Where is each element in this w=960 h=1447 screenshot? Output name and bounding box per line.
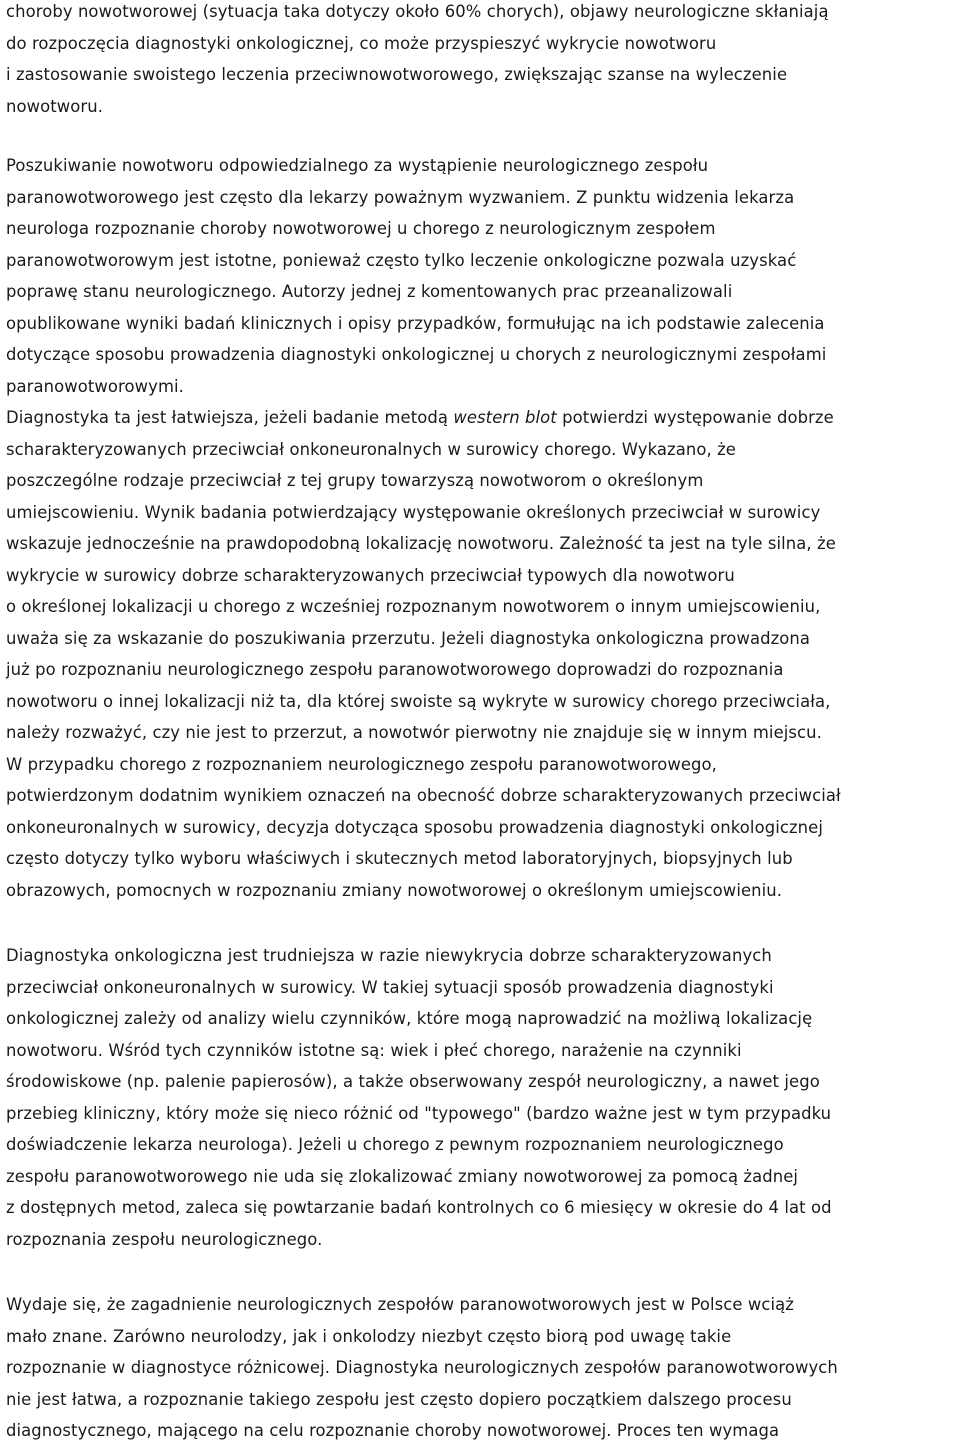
paragraph-2 [6, 150, 841, 906]
text-line: paranowotworowego jest często dla lekarzy poważnym wyzwaniem. Z punktu widzenia lekarza [6, 187, 795, 207]
italic-term: western blot [453, 408, 557, 427]
text-line: uważa się za wskazanie do poszukiwania przerzutu. Jeżeli diagnostyka onkologiczna prowadzona [6, 628, 811, 648]
text-line: nowotworu o innej lokalizacji niż ta, dla której swoiste są wykryte w surowicy chorego przeciwciała, [6, 691, 831, 711]
text-line: Poszukiwanie nowotworu odpowiedzialnego za wystąpienie neurologicznego zespołu [6, 156, 709, 175]
text-line: onkologicznej zależy od analizy wielu czynników, które mogą naprowadzić na możliwą lokalizację [6, 1009, 813, 1028]
text-line: o określonej lokalizacji u chorego z wcześniej rozpoznanym nowotworem o innym umiejscowieniu, [6, 597, 821, 616]
paragraph-1 [6, 0, 829, 122]
text-line: diagnostycznego, mającego na celu rozpoznanie choroby nowotworowej. Proces ten wymaga [6, 1421, 780, 1440]
paragraph-3 [6, 940, 832, 1255]
text-line: wykrycie w surowicy dobrze scharakteryzowanych przeciwciał typowych dla nowotworu [6, 565, 735, 585]
text-line: już po rozpoznaniu neurologicznego zespołu paranowotworowego doprowadzi do rozpoznania [6, 660, 784, 679]
text-line: poprawę stanu neurologicznego. Autorzy jednej z komentowanych prac przeanalizowali [6, 282, 733, 301]
text-line: paranowotworowymi. [6, 376, 184, 396]
text-line: rozpoznania zespołu neurologicznego. [6, 1229, 323, 1249]
text-line: umiejscowieniu. Wynik badania potwierdzający występowanie określonych przeciwciał w surowicy [6, 502, 821, 522]
text-line: nowotworu. Wśród tych czynników istotne są: wiek i płeć chorego, narażenie na czynniki [6, 1040, 742, 1060]
text-line: W przypadku chorego z rozpoznaniem neurologicznego zespołu paranowotworowego, [6, 754, 717, 774]
text-line: przeciwciał onkoneuronalnych w surowicy. W takiej sytuacji sposób prowadzenia diagnostyki [6, 977, 774, 997]
text-line: nie jest łatwa, a rozpoznanie takiego zespołu jest często dopiero początkiem dalszego procesu [6, 1389, 792, 1409]
text-line: zespołu paranowotworowego nie uda się zlokalizować zmiany nowotworowej za pomocą żadnej [6, 1166, 799, 1186]
text-line: poszczególne rodzaje przeciwciał z tej grupy towarzyszą nowotworom o określonym [6, 471, 704, 490]
text-line: doświadczenie lekarza neurologa). Jeżeli u chorego z pewnym rozpoznaniem neurologicznego [6, 1135, 784, 1154]
text-line: wskazuje jednocześnie na prawdopodobną lokalizację nowotworu. Zależność ta jest na tyle silna, że [6, 534, 836, 553]
text-line: Wydaje się, że zagadnienie neurologicznych zespołów paranowotworowych jest w Polsce wciąż [6, 1295, 794, 1314]
text-line: paranowotworowym jest istotne, ponieważ często tylko leczenie onkologiczne pozwala uzyskać [6, 250, 797, 270]
text-line: opublikowane wyniki badań klinicznych i opisy przypadków, formułując na ich podstawie zalecenia [6, 313, 825, 333]
text-line: mało znane. Zarówno neurolodzy, jak i onkolodzy niezbyt często biorą pod uwagę takie [6, 1326, 732, 1346]
text-line: nowotworu. [6, 96, 104, 116]
text-line: często dotyczy tylko wyboru właściwych i skutecznych metod laboratoryjnych, biopsyjnych lub [6, 849, 793, 868]
text-line: należy rozważyć, czy nie jest to przerzut, a nowotwór pierwotny nie znajduje się w innym miejscu. [6, 723, 822, 742]
text-line-western-blot [6, 402, 841, 434]
text-line: potwierdzonym dodatnim wynikiem oznaczeń na obecność dobrze scharakteryzowanych przeciwciał [6, 786, 841, 805]
text-line: obrazowych, pomocnych w rozpoznaniu zmiany nowotworowej o określonym umiejscowieniu. [6, 880, 783, 900]
text-line: onkoneuronalnych w surowicy, decyzja dotycząca sposobu prowadzenia diagnostyki onkologicznej [6, 817, 824, 837]
text-line: z dostępnych metod, zaleca się powtarzanie badań kontrolnych co 6 miesięcy w okresie do 4 lat od [6, 1198, 832, 1217]
text-line: do rozpoczęcia diagnostyki onkologicznej, co może przyspieszyć wykrycie nowotworu [6, 33, 717, 53]
text-line: choroby nowotworowej (sytuacja taka dotyczy około 60% chorych), objawy neurologiczne skłaniają [6, 2, 829, 21]
text-line: neurologa rozpoznanie choroby nowotworowej u chorego z neurologicznym zespołem [6, 219, 716, 238]
text-line: scharakteryzowanych przeciwciał onkoneuronalnych w surowicy chorego. Wykazano, że [6, 439, 736, 459]
text-line: przebieg kliniczny, który może się nieco różnić od "typowego" (bardzo ważne jest w tym przypadku [6, 1103, 832, 1123]
text-segment: Diagnostyka ta jest łatwiejsza, jeżeli badanie metodą [6, 408, 454, 427]
text-line: Diagnostyka onkologiczna jest trudniejsza w razie niewykrycia dobrze scharakteryzowanych [6, 946, 772, 965]
text-line: dotyczące sposobu prowadzenia diagnostyki onkologicznej u chorych z neurologicznymi zespołami [6, 345, 827, 364]
text-line: środowiskowe (np. palenie papierosów), a także obserwowany zespół neurologiczny, a nawet jego [6, 1072, 820, 1091]
text-segment: potwierdzi występowanie dobrze [556, 408, 834, 427]
text-line: i zastosowanie swoistego leczenia przeciwnowotworowego, zwiększając szanse na wyleczenie [6, 65, 788, 84]
text-line: rozpoznanie w diagnostyce różnicowej. Diagnostyka neurologicznych zespołów paranowotworowych [6, 1358, 838, 1377]
paragraph-4 [6, 1289, 838, 1447]
